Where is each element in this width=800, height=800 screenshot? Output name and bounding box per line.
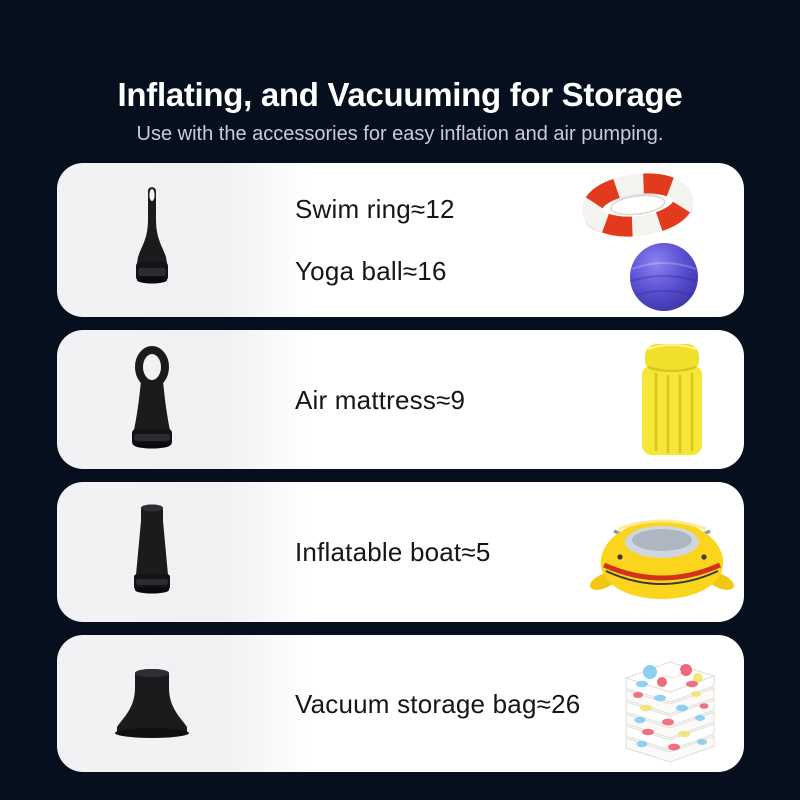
accessory-card-inflatable-boat <box>57 482 744 622</box>
accessory-label-inflatable-boat: Inflatable boat≈5 <box>295 537 491 567</box>
accessory-label-yoga-ball: Yoga ball≈16 <box>295 256 447 286</box>
accessory-label-vacuum-storage-bag: Vacuum storage bag≈26 <box>295 688 581 719</box>
nozzle-image-zone <box>57 346 247 453</box>
bell-nozzle-icon <box>113 666 191 742</box>
accessory-card-air-mattress <box>57 330 744 469</box>
page-subtitle: Use with the accessories for easy inflation and air pumping. <box>136 123 664 145</box>
nozzle-image-zone <box>57 181 247 299</box>
accessory-label-swim-ring: Swim ring≈12 <box>295 194 455 224</box>
page-title: Inflating, and Vacuuming for Storage <box>117 76 683 113</box>
accessory-label-air-mattress: Air mattress≈9 <box>295 384 466 415</box>
swim-ring-image <box>578 167 698 251</box>
cylinder-nozzle-icon <box>126 503 178 601</box>
accessory-card-swim-ring-yoga-ball <box>57 163 744 317</box>
air-mattress-image <box>636 341 708 459</box>
nozzle-image-zone <box>57 503 247 601</box>
nozzle-image-zone <box>57 666 247 742</box>
vacuum-storage-bags-image <box>612 650 726 770</box>
yoga-ball-image <box>628 241 700 313</box>
inflatable-boat-image <box>588 497 736 609</box>
accessory-card-list <box>57 163 744 772</box>
needle-nozzle-icon <box>131 181 173 299</box>
accessory-card-vacuum-storage-bag <box>57 635 744 772</box>
tapered-nozzle-with-loop-icon <box>124 346 180 453</box>
